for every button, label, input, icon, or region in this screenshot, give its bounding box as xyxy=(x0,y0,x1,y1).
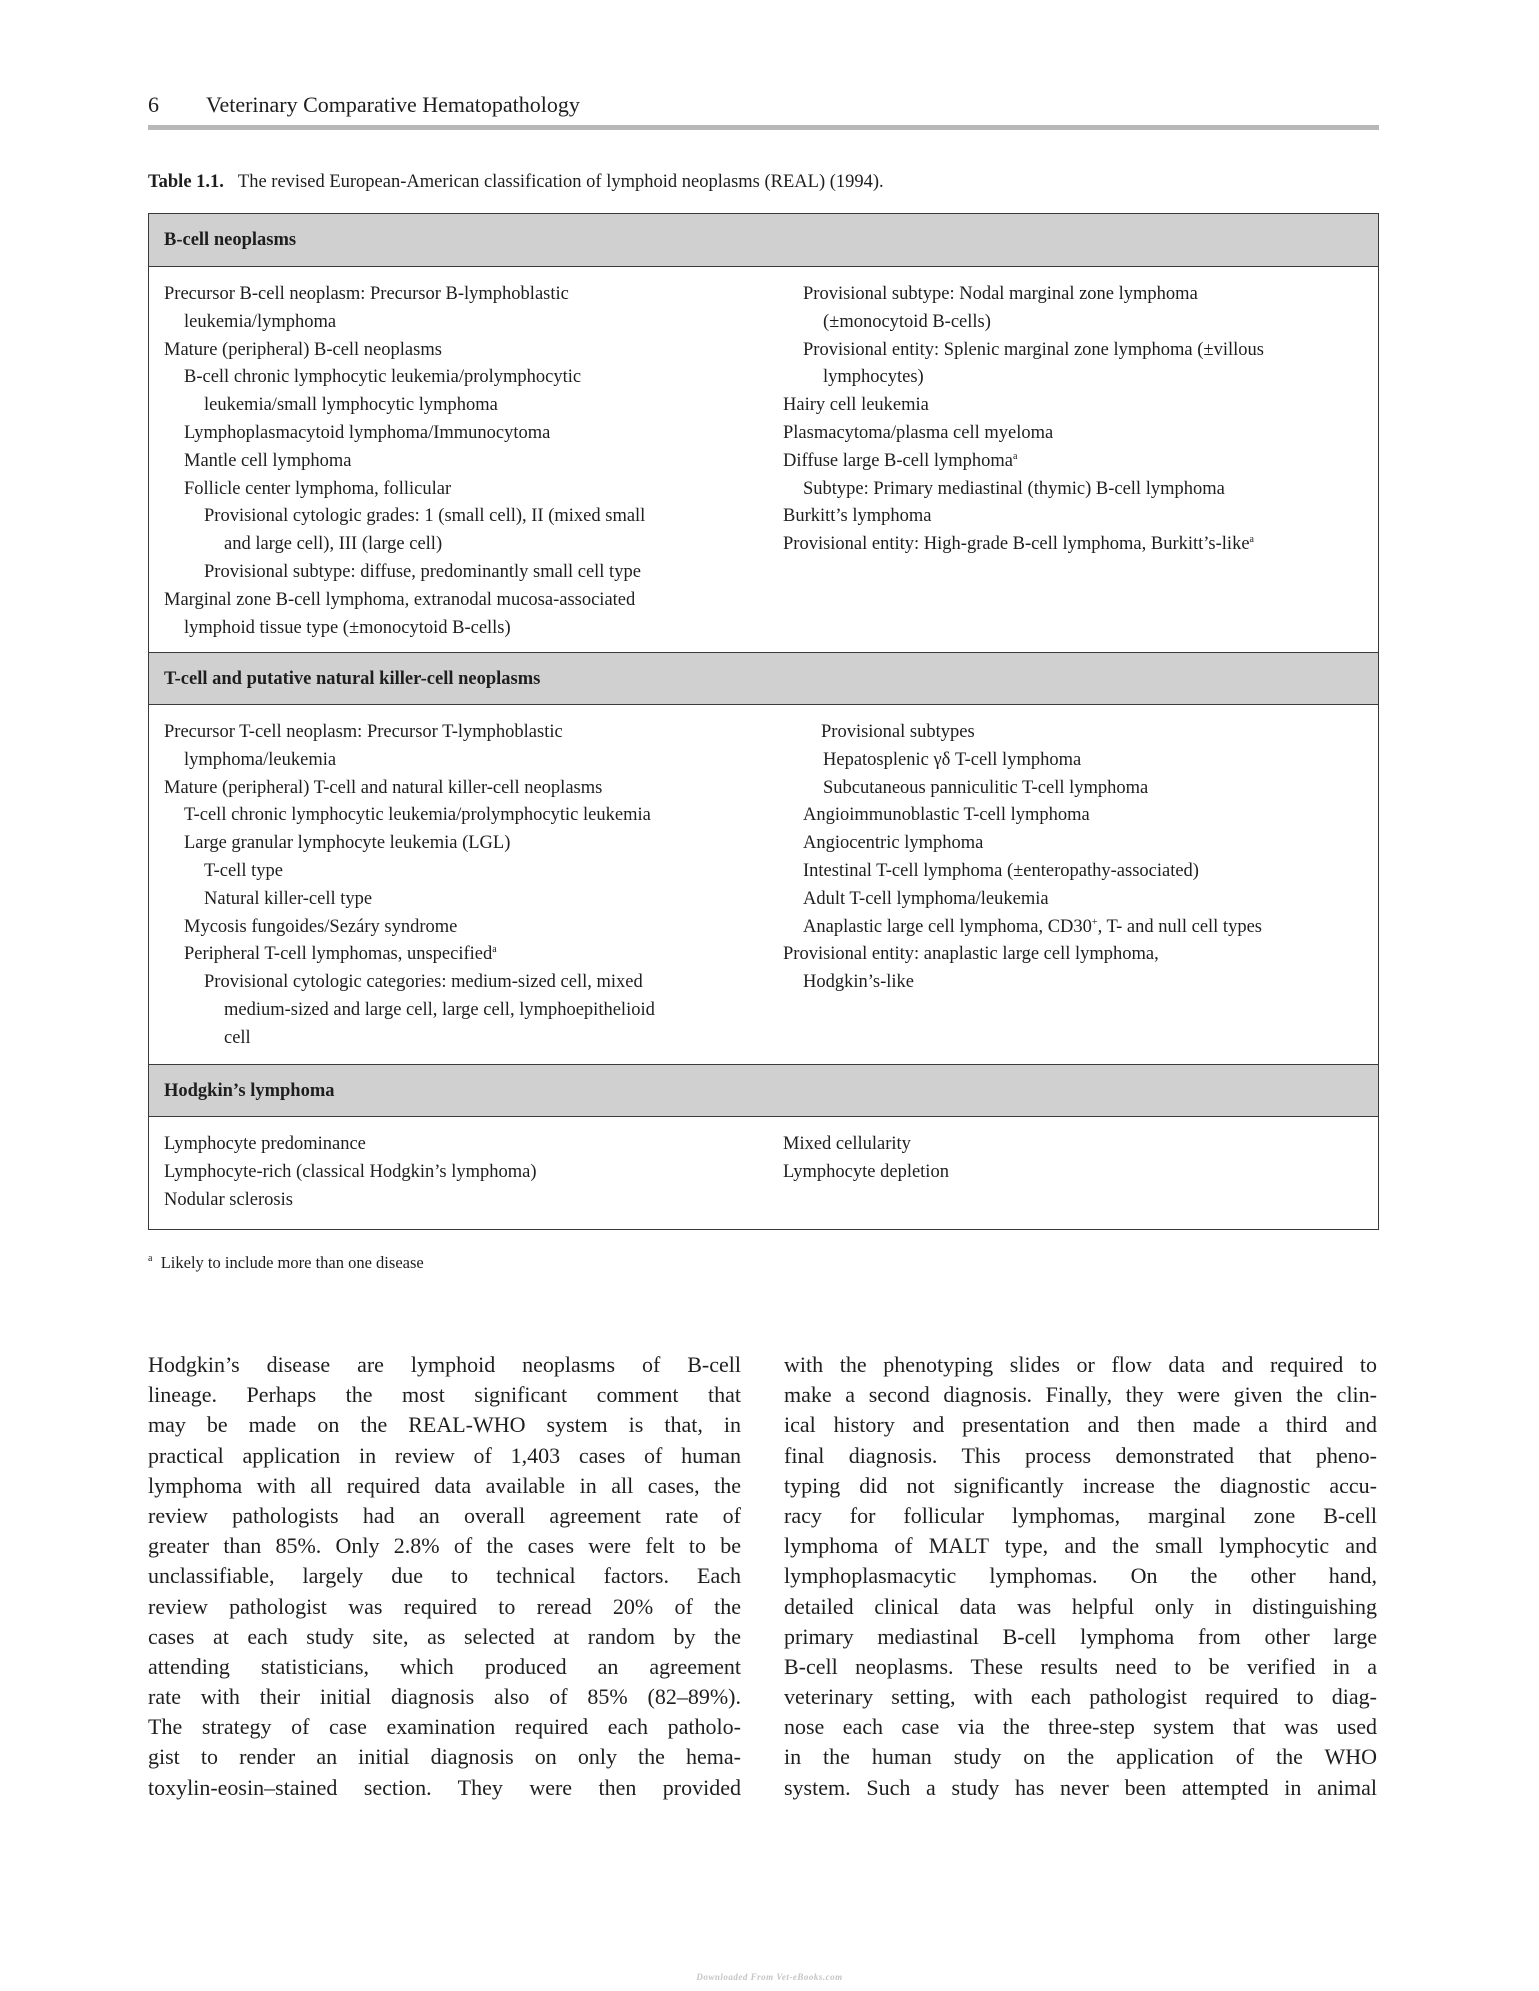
body-column-right xyxy=(784,1350,1377,1803)
table-line: Plasmacytoma/plasma cell myeloma xyxy=(783,422,1054,443)
body-line: review pathologists had an overall agreement rate of xyxy=(148,1502,741,1528)
body-line: with the phenotyping slides or flow data and required to xyxy=(784,1352,1377,1377)
table-line: Lymphoplasmacytoid lymphoma/Immunocytoma xyxy=(184,422,551,443)
table-line: T-cell chronic lymphocytic leukemia/prolymphocytic leukemia xyxy=(184,805,651,826)
table-line: Large granular lymphocyte leukemia (LGL) xyxy=(184,833,511,854)
section-body-hodgkins xyxy=(149,1117,1378,1229)
table-line: Mature (peripheral) B-cell neoplasms xyxy=(164,339,442,360)
table-caption-text: The revised European-American classification of lymphoid neoplasms (REAL) (1994). xyxy=(237,172,884,192)
body-line: unclassifiable, largely due to technical factors. Each xyxy=(148,1563,741,1589)
table-line: Provisional entity: Splenic marginal zone lymphoma (±villous xyxy=(803,339,1264,360)
body-line: nose each case via the three-step system that was used xyxy=(784,1714,1377,1740)
table-line: leukemia/small lymphocytic lymphoma xyxy=(204,395,498,416)
table-line: Subcutaneous panniculitic T-cell lymphoma xyxy=(823,777,1149,798)
body-line: cases at each study site, as selected at random by the xyxy=(148,1623,741,1649)
body-line: typing did not significantly increase the diagnostic accu- xyxy=(784,1472,1377,1498)
table-line: Provisional cytologic categories: medium-sized cell, mixed xyxy=(204,972,643,993)
table-line: Mature (peripheral) T-cell and natural killer-cell neoplasms xyxy=(164,777,603,798)
table-line xyxy=(164,941,754,969)
table-line: T-cell type xyxy=(204,860,283,881)
running-head xyxy=(148,92,580,118)
table-line: Provisional cytologic grades: 1 (small cell), II (mixed small xyxy=(204,506,646,527)
table-line: lymphocytes) xyxy=(823,367,924,388)
footnote-marker: a xyxy=(1013,450,1018,462)
body-line: lymphoma of MALT type, and the small lymphocytic and xyxy=(784,1533,1377,1559)
running-title: Veterinary Comparative Hematopathology xyxy=(206,92,580,117)
table-line: medium-sized and large cell, large cell, lymphoepithelioid xyxy=(224,999,655,1020)
table-line-text: , T- and null cell types xyxy=(1097,916,1262,937)
watermark: Downloaded From Vet-eBooks.com xyxy=(696,1972,843,1982)
table-line xyxy=(783,531,1373,559)
table-line: Mycosis fungoides/Sezáry syndrome xyxy=(184,916,458,937)
section-heading-hodgkins: Hodgkin’s lymphoma xyxy=(149,1064,1378,1117)
table-line: leukemia/lymphoma xyxy=(184,311,337,332)
table-line: Intestinal T-cell lymphoma (±enteropathy-associated) xyxy=(803,860,1199,881)
body-line: primary mediastinal B-cell lymphoma from other large xyxy=(784,1623,1377,1649)
table-line: Natural killer-cell type xyxy=(204,888,373,909)
body-line: veterinary setting, with each pathologist required to diag- xyxy=(784,1684,1377,1710)
table-line: cell xyxy=(224,1027,251,1048)
body-line: gist to render an initial diagnosis on only the hema- xyxy=(148,1744,741,1770)
table-line: and large cell), III (large cell) xyxy=(224,534,443,555)
body-line: toxylin-eosin–stained section. They were then provided xyxy=(148,1774,741,1800)
hodgkins-right-column xyxy=(783,1131,1373,1187)
t-cell-left-column xyxy=(164,719,754,1053)
table-line: Hepatosplenic γδ T-cell lymphoma xyxy=(823,749,1082,770)
superscript-plus: + xyxy=(1091,916,1098,928)
table-line: Mantle cell lymphoma xyxy=(184,450,352,471)
table-line: Provisional subtypes xyxy=(821,722,975,742)
body-line: in the human study on the application of the WHO xyxy=(784,1744,1377,1770)
body-line: make a second diagnosis. Finally, they were given the clin- xyxy=(784,1382,1377,1408)
table-caption-label: Table 1.1. xyxy=(148,172,224,192)
section-heading-t-cell: T-cell and putative natural killer-cell neoplasms xyxy=(149,652,1378,705)
table-line-text: Anaplastic large cell lymphoma, CD30 xyxy=(803,916,1092,937)
table-line-text: Diffuse large B-cell lymphoma xyxy=(783,450,1013,471)
body-line: detailed clinical data was helpful only in distinguishing xyxy=(784,1593,1377,1619)
body-line: practical application in review of 1,403 cases of human xyxy=(148,1442,741,1468)
body-column-left xyxy=(148,1350,741,1803)
body-line: lymphoma with all required data available in all cases, the xyxy=(148,1472,741,1498)
t-cell-right-column xyxy=(783,719,1373,997)
table-line xyxy=(783,448,1373,476)
footnote-text: Likely to include more than one disease xyxy=(160,1253,424,1272)
table-line: lymphoid tissue type (±monocytoid B-cells) xyxy=(184,617,511,638)
table-footnote xyxy=(148,1253,424,1273)
table-line: Marginal zone B-cell lymphoma, extranodal mucosa-associated xyxy=(164,589,636,610)
body-line: final diagnosis. This process demonstrated that pheno- xyxy=(784,1442,1377,1468)
section-body-t-cell xyxy=(149,705,1378,1064)
body-line: ical history and presentation and then made a third and xyxy=(784,1412,1377,1438)
table-line: Provisional subtype: Nodal marginal zone lymphoma xyxy=(803,284,1198,304)
section-heading-b-cell: B-cell neoplasms xyxy=(149,214,1378,267)
b-cell-left-column xyxy=(164,281,754,642)
table-line: Precursor B-cell neoplasm: Precursor B-lymphoblastic xyxy=(164,284,569,304)
body-line: racy for follicular lymphomas, marginal zone B-cell xyxy=(784,1502,1377,1528)
classification-table xyxy=(148,213,1379,1230)
section-body-b-cell xyxy=(149,267,1378,652)
table-line: Mixed cellularity xyxy=(783,1134,911,1154)
body-line: lymphoplasmacytic lymphomas. On the other hand, xyxy=(784,1563,1377,1589)
table-line: Lymphocyte predominance xyxy=(164,1134,366,1154)
table-line: Provisional subtype: diffuse, predominantly small cell type xyxy=(204,561,641,582)
table-line: B-cell chronic lymphocytic leukemia/prolymphocytic xyxy=(184,367,582,388)
body-line: greater than 85%. Only 2.8% of the cases were felt to be xyxy=(148,1533,741,1559)
body-line: system. Such a study has never been attempted in animal xyxy=(784,1774,1377,1800)
table-line: Provisional entity: anaplastic large cell lymphoma, xyxy=(783,944,1159,965)
header-rule xyxy=(148,125,1379,130)
table-line: Angiocentric lymphoma xyxy=(803,833,984,854)
hodgkins-left-column xyxy=(164,1131,754,1214)
table-line-text: Peripheral T-cell lymphomas, unspecified xyxy=(184,944,493,965)
table-line: Burkitt’s lymphoma xyxy=(783,506,932,527)
body-line: lineage. Perhaps the most significant comment that xyxy=(148,1382,741,1408)
footnote-marker: a xyxy=(148,1253,153,1264)
body-line: may be made on the REAL-WHO system is that, in xyxy=(148,1412,741,1438)
table-line: Nodular sclerosis xyxy=(164,1189,293,1210)
table-line: Hodgkin’s-like xyxy=(803,972,914,993)
table-line: Follicle center lymphoma, follicular xyxy=(184,478,452,499)
table-line: Lymphocyte-rich (classical Hodgkin’s lymphoma) xyxy=(164,1161,537,1182)
table-line: Precursor T-cell neoplasm: Precursor T-lymphoblastic xyxy=(164,722,563,742)
footnote-marker: a xyxy=(492,944,497,956)
table-line: Hairy cell leukemia xyxy=(783,395,929,416)
body-line: The strategy of case examination required each patholo- xyxy=(148,1714,741,1740)
table-line xyxy=(783,914,1373,942)
body-line: rate with their initial diagnosis also of 85% (82–89%). xyxy=(148,1684,741,1710)
body-line: B-cell neoplasms. These results need to be verified in a xyxy=(784,1653,1377,1679)
body-line: attending statisticians, which produced an agreement xyxy=(148,1653,741,1679)
table-line: Angioimmunoblastic T-cell lymphoma xyxy=(803,805,1090,826)
body-line: Hodgkin’s disease are lymphoid neoplasms of B-cell xyxy=(148,1352,741,1377)
table-line: Lymphocyte depletion xyxy=(783,1161,949,1182)
table-caption xyxy=(148,172,884,193)
table-line: (±monocytoid B-cells) xyxy=(823,311,991,332)
footnote-marker: a xyxy=(1249,534,1254,546)
body-line: review pathologist was required to reread 20% of the xyxy=(148,1593,741,1619)
page-number: 6 xyxy=(148,92,159,117)
table-line: Subtype: Primary mediastinal (thymic) B-cell lymphoma xyxy=(803,478,1225,499)
b-cell-right-column xyxy=(783,281,1373,559)
table-line-text: Provisional entity: High-grade B-cell lymphoma, Burkitt’s-like xyxy=(783,534,1250,555)
table-line: Adult T-cell lymphoma/leukemia xyxy=(803,888,1049,909)
table-line: lymphoma/leukemia xyxy=(184,749,337,770)
